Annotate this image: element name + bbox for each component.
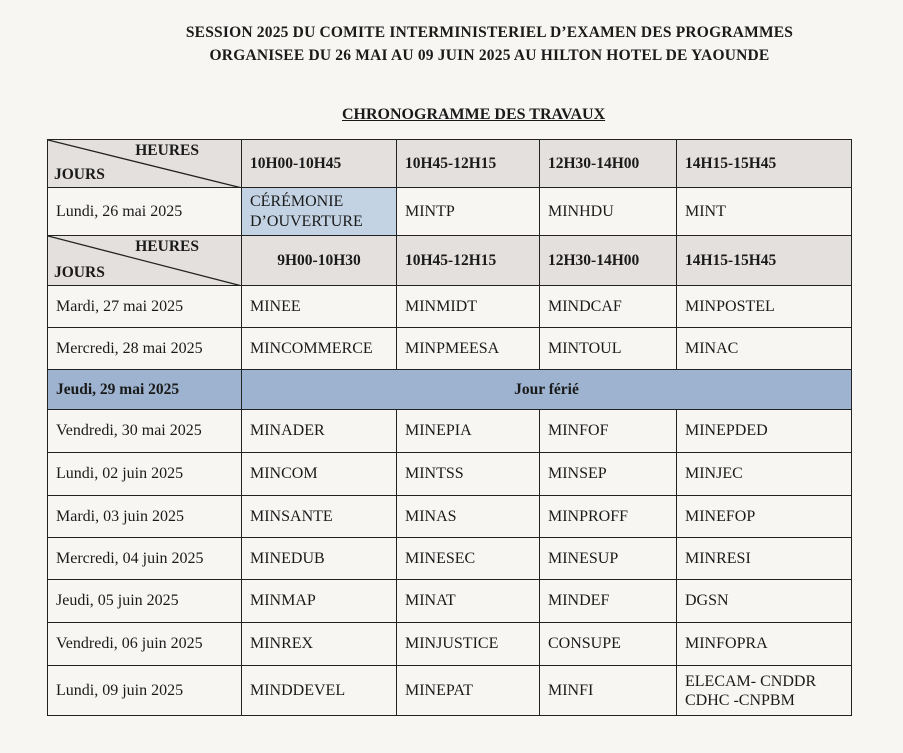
time-slot: 12H30-14H00 [540, 236, 677, 286]
days-label: JOURS [54, 264, 105, 281]
ministry-cell: MINEE [242, 286, 397, 328]
ministry-cell: MINAS [397, 496, 540, 538]
ministry-cell: MINAT [397, 580, 540, 623]
day-cell: Lundi, 02 juin 2025 [48, 453, 242, 496]
ministry-cell: MINCOMMERCE [242, 328, 397, 370]
time-slot: 10H00-10H45 [242, 140, 397, 188]
time-header-row [48, 236, 852, 286]
ministry-cell: MINESEC [397, 538, 540, 580]
ministry-cell: MINJEC [677, 453, 852, 496]
ministry-cell: MINADER [242, 410, 397, 453]
day-cell: Mercredi, 04 juin 2025 [48, 538, 242, 580]
ministry-cell: MINEFOP [677, 496, 852, 538]
day-cell: Jeudi, 29 mai 2025 [48, 370, 242, 410]
ministry-cell: MINDEF [540, 580, 677, 623]
ceremony-line-2: D’OUVERTURE [250, 212, 363, 230]
header-line-1: SESSION 2025 DU COMITE INTERMINISTERIEL D’EXAMEN DES PROGRAMMES [185, 24, 794, 41]
table-row [48, 188, 852, 236]
ministry-cell: MINPROFF [540, 496, 677, 538]
ministry-cell: MINAC [677, 328, 852, 370]
ministry-cell: MINFI [540, 666, 677, 716]
day-cell: Lundi, 09 juin 2025 [48, 666, 242, 716]
ministry-cell: MINSANTE [242, 496, 397, 538]
time-slot: 9H00-10H30 [242, 236, 397, 286]
ministry-cell: MINMAP [242, 580, 397, 623]
ministry-cell: MINREX [242, 623, 397, 666]
ministry-cell: MINDDEVEL [242, 666, 397, 716]
ministry-cell: MINEDUB [242, 538, 397, 580]
day-cell: Jeudi, 05 juin 2025 [48, 580, 242, 623]
hours-label: HEURES [135, 238, 199, 255]
time-slot: 14H15-15H45 [677, 236, 852, 286]
ceremony-cell [242, 188, 397, 236]
table-row [48, 410, 852, 453]
schedule-title: CHRONOGRAMME DES TRAVAUX [342, 106, 606, 123]
table-row [48, 286, 852, 328]
table-row [48, 496, 852, 538]
day-cell: Mardi, 27 mai 2025 [48, 286, 242, 328]
ministry-cell: MINEPAT [397, 666, 540, 716]
day-cell: Vendredi, 30 mai 2025 [48, 410, 242, 453]
table-row [48, 623, 852, 666]
ministry-cell: MINTP [397, 188, 540, 236]
time-slot: 10H45-12H15 [397, 140, 540, 188]
ministry-cell: MINSEP [540, 453, 677, 496]
ministry-cell: MINTSS [397, 453, 540, 496]
ceremony-line-1: CÉRÉMONIE [250, 192, 344, 210]
ministry-cell: MINFOF [540, 410, 677, 453]
ministry-line-1: ELECAM- CNDDR [685, 672, 817, 690]
ministry-cell: MINPOSTEL [677, 286, 852, 328]
time-slot: 12H30-14H00 [540, 140, 677, 188]
ministry-cell: MINFOPRA [677, 623, 852, 666]
ministry-cell: MINRESI [677, 538, 852, 580]
day-cell: Vendredi, 06 juin 2025 [48, 623, 242, 666]
schedule-table [47, 139, 852, 716]
day-cell: Mercredi, 28 mai 2025 [48, 328, 242, 370]
ministry-cell: MINJUSTICE [397, 623, 540, 666]
time-header-row [48, 140, 852, 188]
ministry-cell-multi [677, 666, 852, 716]
ministry-cell: MINEPIA [397, 410, 540, 453]
ministry-cell: MINCOM [242, 453, 397, 496]
header-line-2: ORGANISEE DU 26 MAI AU 09 JUIN 2025 AU HILTON HOTEL DE YAOUNDE [209, 47, 770, 64]
table-row [48, 666, 852, 716]
ministry-cell: MINHDU [540, 188, 677, 236]
day-cell: Mardi, 03 juin 2025 [48, 496, 242, 538]
days-label: JOURS [54, 166, 105, 183]
table-row [48, 538, 852, 580]
ministry-cell: MINMIDT [397, 286, 540, 328]
ministry-cell: MINT [677, 188, 852, 236]
holiday-row [48, 370, 852, 410]
ministry-cell: MINTOUL [540, 328, 677, 370]
ministry-cell: MINPMEESA [397, 328, 540, 370]
table-row [48, 328, 852, 370]
ministry-cell: MINESUP [540, 538, 677, 580]
holiday-label: Jour férié [242, 370, 852, 410]
ministry-cell: CONSUPE [540, 623, 677, 666]
ministry-cell: MINEPDED [677, 410, 852, 453]
table-row [48, 580, 852, 623]
corner-cell [48, 140, 242, 188]
hours-label: HEURES [135, 142, 199, 159]
ministry-line-2: CDHC -CNPBM [685, 691, 795, 709]
table-row [48, 453, 852, 496]
ministry-cell: DGSN [677, 580, 852, 623]
time-slot: 10H45-12H15 [397, 236, 540, 286]
time-slot: 14H15-15H45 [677, 140, 852, 188]
corner-cell [48, 236, 242, 286]
ministry-cell: MINDCAF [540, 286, 677, 328]
day-cell: Lundi, 26 mai 2025 [48, 188, 242, 236]
